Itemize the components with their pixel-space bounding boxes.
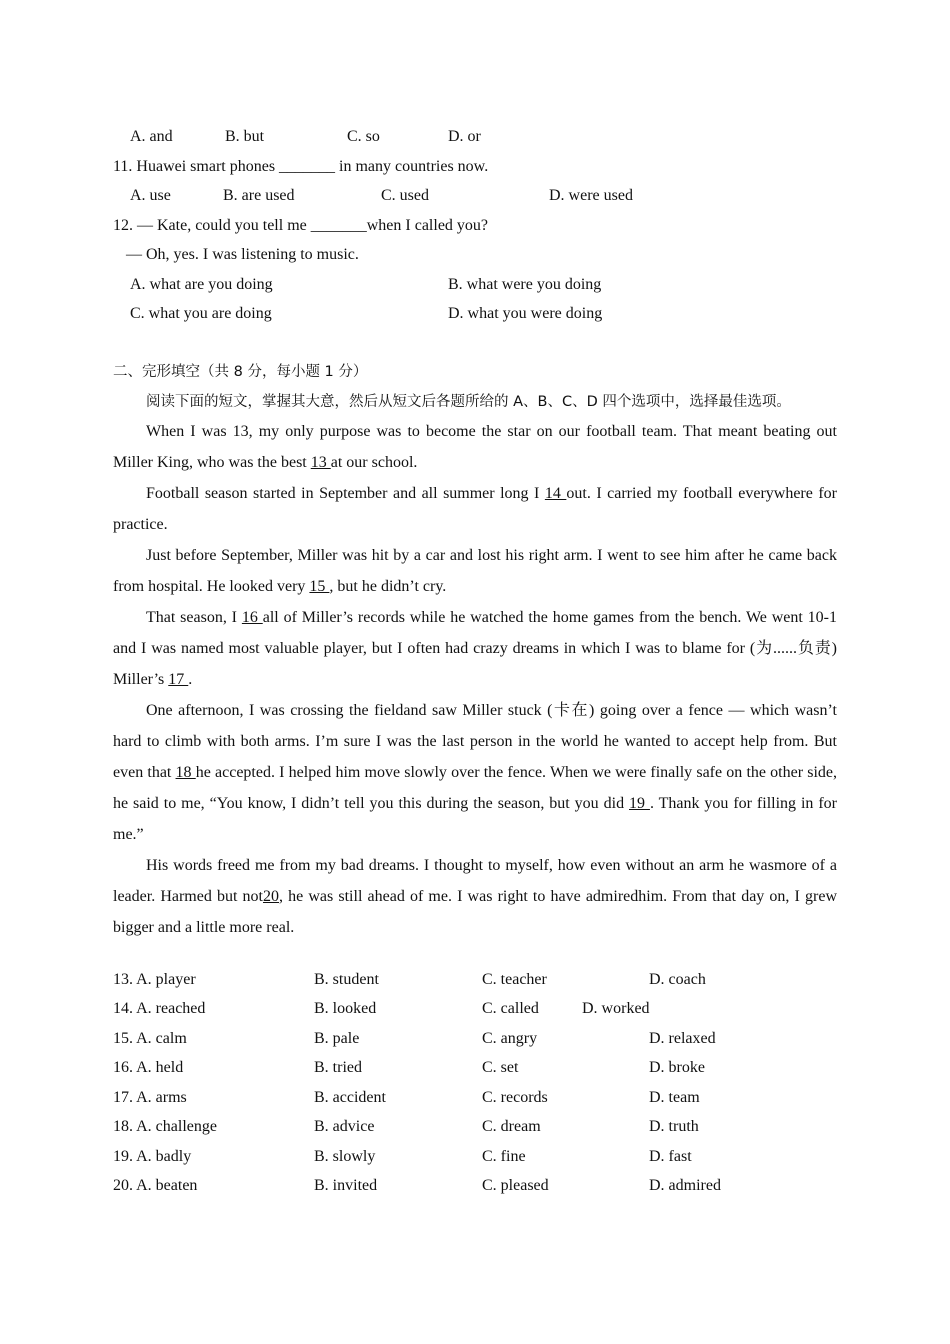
q17-option-b: B. accident — [314, 1089, 386, 1106]
q19-option-c: C. fine — [482, 1148, 526, 1165]
section-instruction: 阅读下面的短文，掌握其大意，然后从短文后各题所给的 A、B、C、D 四个选项中，选择最佳选项。 — [146, 394, 791, 410]
q19-option-d: D. fast — [649, 1148, 692, 1165]
q20-option-c: C. pleased — [482, 1177, 549, 1194]
q14-option-b: B. looked — [314, 1000, 377, 1017]
q11-option-a: A. use — [130, 187, 171, 204]
blank-14: 14 — [544, 485, 567, 502]
blank-16: 16 — [241, 609, 263, 626]
blank-20: 20 — [263, 888, 280, 905]
q20-option-d: D. admired — [649, 1177, 721, 1194]
blank-15: 15 — [309, 578, 330, 595]
q12-answer-line: — Oh, yes. I was listening to music. — [126, 246, 359, 263]
q16-option-c: C. set — [482, 1059, 519, 1076]
q14-option-c: C. called — [482, 1000, 539, 1017]
q15-option-a: 15. A. calm — [113, 1030, 187, 1047]
q11-option-d: D. were used — [549, 187, 633, 204]
q11-option-b: B. are used — [223, 187, 295, 204]
q12-stem: 12. — Kate, could you tell me _______when I called you? — [113, 217, 489, 234]
q20-option-a: 20. A. beaten — [113, 1177, 198, 1194]
q10-option-c: C. so — [347, 128, 380, 145]
q10-option-d: D. or — [448, 128, 481, 145]
q14-option-d: D. worked — [582, 1000, 650, 1017]
q12-option-b: B. what were you doing — [448, 276, 602, 293]
q15-option-b: B. pale — [314, 1030, 360, 1047]
blank-17: 17 — [168, 671, 189, 688]
q14-option-a: 14. A. reached — [113, 1000, 206, 1017]
q16-option-b: B. tried — [314, 1059, 362, 1076]
q20-option-b: B. invited — [314, 1177, 378, 1194]
q11-option-c: C. used — [381, 187, 429, 204]
passage-paragraph: When I was 13, my only purpose was to become the star on our football team. That meant beating out Miller King, who was the best 13 at our school. — [113, 423, 837, 471]
blank-18: 18 — [175, 764, 196, 781]
q19-option-a: 19. A. badly — [113, 1148, 192, 1165]
passage-paragraph: That season, I 16 all of Miller’s records while he watched the home games from the bench. We went 10-1 and I was named most valuable player, but I often had crazy dreams in which I was to blame for (为......负责) Miller’s 17 . — [113, 609, 838, 688]
q13-option-d: D. coach — [649, 971, 706, 988]
blank-13: 13 — [310, 454, 331, 471]
q13-option-b: B. student — [314, 971, 379, 988]
q18-option-c: C. dream — [482, 1118, 541, 1135]
passage-paragraph: Football season started in September and all summer long I 14 out. I carried my football everywhere for practice. — [113, 485, 838, 533]
q15-option-c: C. angry — [482, 1030, 538, 1047]
q12-option-a: A. what are you doing — [130, 276, 273, 293]
q12-option-c: C. what you are doing — [130, 305, 272, 322]
q17-option-a: 17. A. arms — [113, 1089, 187, 1106]
q18-option-d: D. truth — [649, 1118, 699, 1135]
q16-option-d: D. broke — [649, 1059, 705, 1076]
q13-option-a: 13. A. player — [113, 971, 196, 988]
passage-paragraph: His words freed me from my bad dreams. I thought to myself, how even without an arm he wasmore of a leader. Harmed but not20, he was still ahead of me. I was right to have admiredhim. From that day on, I grew bigger and a little more real. — [113, 857, 837, 936]
q17-option-c: C. records — [482, 1089, 548, 1106]
q12-option-d: D. what you were doing — [448, 305, 603, 322]
passage-paragraph: One afternoon, I was crossing the fieldand saw Miller stuck (卡在) going over a fence — which wasn’t hard to climb with both arms. I’m sure I was the last person in the world he wanted to accept help from. But even that 18 he accepted. I helped him move slowly over the fence. When we were finally safe on the other side, he said to me, “You know, I didn’t tell you this during the season, but you did 19 . Thank you for filling in for me.” — [113, 702, 838, 843]
q13-option-c: C. teacher — [482, 971, 547, 988]
q10-option-b: B. but — [225, 128, 265, 145]
blank-19: 19 — [629, 795, 650, 812]
q19-option-b: B. slowly — [314, 1148, 376, 1165]
q15-option-d: D. relaxed — [649, 1030, 716, 1047]
q16-option-a: 16. A. held — [113, 1059, 184, 1076]
q11-stem: 11. Huawei smart phones _______ in many countries now. — [113, 158, 489, 175]
section-heading: 二、完形填空（共 8 分，每小题 1 分） — [113, 364, 368, 380]
passage-paragraph: Just before September, Miller was hit by a car and lost his right arm. I went to see him after he came back from hospital. He looked very 15 , but he didn’t cry. — [113, 547, 837, 595]
cloze-passage — [113, 416, 837, 943]
q18-option-b: B. advice — [314, 1118, 375, 1135]
q17-option-d: D. team — [649, 1089, 700, 1106]
q18-option-a: 18. A. challenge — [113, 1118, 217, 1135]
q10-option-a: A. and — [130, 128, 173, 145]
